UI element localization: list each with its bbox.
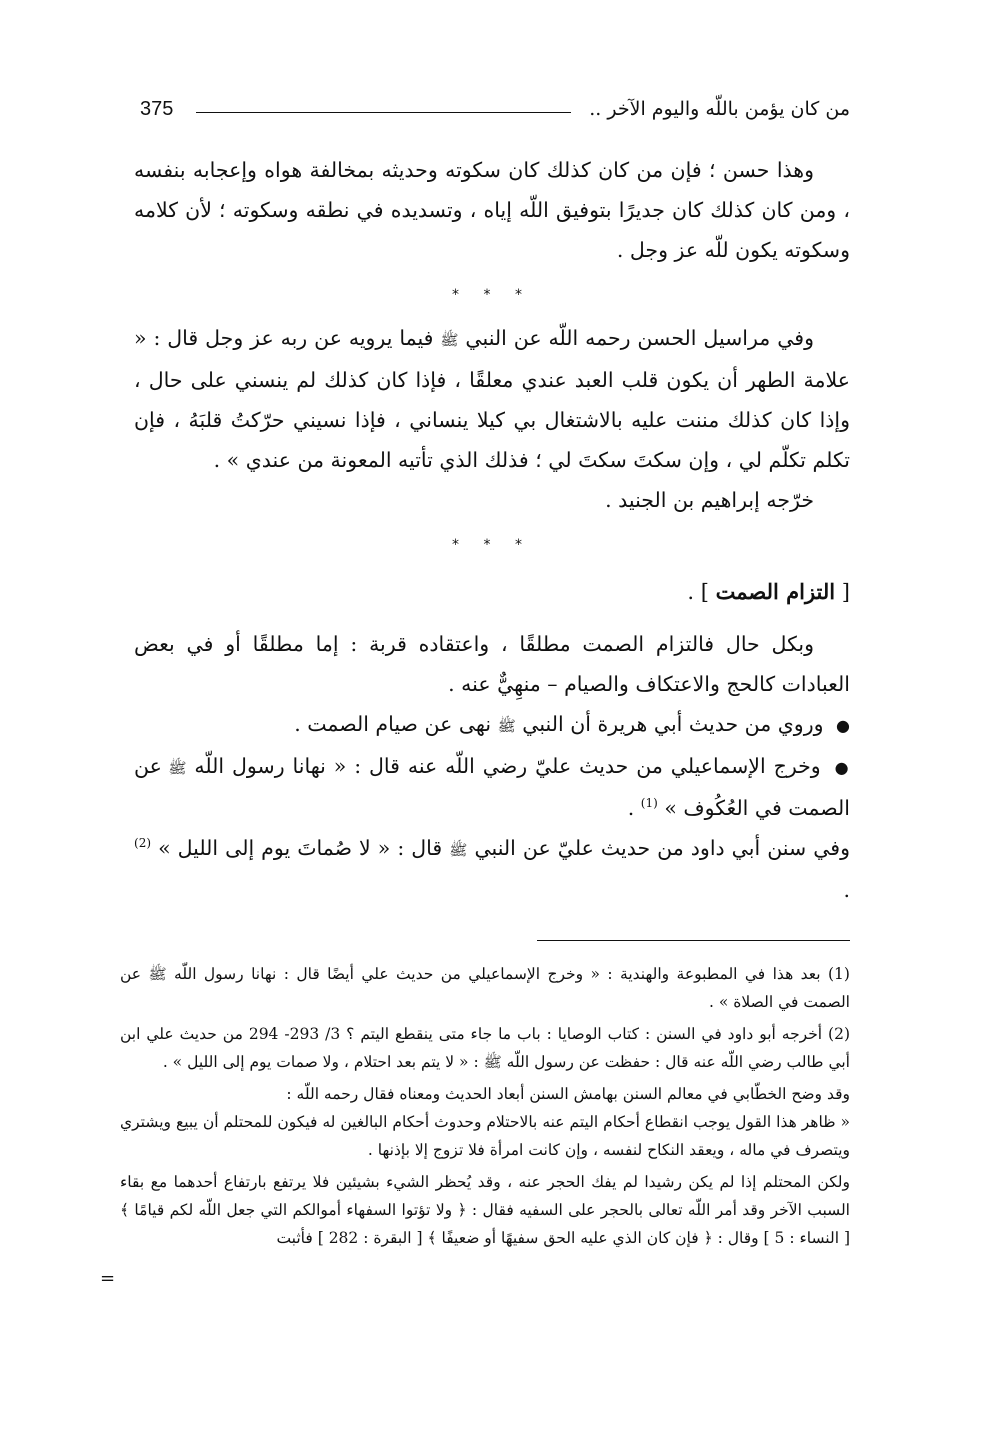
footnote-2-start: (2) أخرجه أبو داود في السنن : كتاب الوصايا : باب ما جاء متى ينقطع اليتم ؟ 3/ 293- 294 من حديث علي ابن أبي طالب رضي اللّه عنه قال : حفظت عن رسول اللّه <box>120 1025 851 1071</box>
paragraph-4: وبكل حال فالتزام الصمت مطلقًا ، واعتقاده قربة : إما مطلقًا أو في بعض العبادات كالحج والاعتكاف والصيام – منهِيٌّ عنه . <box>134 632 850 696</box>
footnote-2-rest: : « لا يتم بعد احتلام ، ولا صمات يوم إلى الليل » . <box>162 1053 479 1071</box>
section-separator: * * * <box>452 537 532 553</box>
footnote-2 <box>120 1020 850 1076</box>
footnote-ref-1[interactable]: (1) <box>640 796 658 811</box>
heading-title: التزام الصمت <box>715 579 836 604</box>
heading-bracket-open: [ <box>841 580 850 604</box>
bullet-icon: ● <box>834 758 850 777</box>
bullet-icon: ● <box>836 716 850 735</box>
footnote-1 <box>120 960 850 1016</box>
bullet-1-start: وروي من حديث أبي هريرة أن النبي <box>522 712 824 736</box>
bullet-2-end: . <box>627 796 641 820</box>
bullet-item-1 <box>134 704 850 746</box>
footnotes <box>120 960 850 1256</box>
main-text <box>134 150 850 910</box>
salutation-mark: ﷺ <box>497 717 516 735</box>
salutation-mark: ﷺ <box>148 965 167 983</box>
footnote-2-continuation-3: ولكن المحتلم إذا لم يكن رشيدا لم يفك الحجر عنه ، وقد يُحظر الشيء بشيئين فلا يرتفع بارتفاع أحدهما مع بقاء السبب الآخر وقد أمر اللّه تعالى بالحجر على السفيه فقال : ﴿ ولا تؤتوا السفهاء أموالكم التي جعل اللّه لكم قيامًا ﴾ [ النساء : 5 ] وقال : ﴿ فإن كان الذي عليه الحق سفيهًا أو ضعيفًا ﴾ [ البقرة : 282 ] فأثبت <box>120 1173 850 1247</box>
paragraph-2-rest: فيما يرويه عن ربه عز وجل قال : « علامة الطهر أن يكون قلب العبد عندي معلقًا ، فإذا كان كذلك لم ينسني على حال ، وإذا كان كذلك مننت عليه بالاشتغال بي كيلا ينساني ، فإذا نسيني حرّكتُ قلبَهُ ، فإن تكلم تكلّم لي ، وإن سكتَ سكتَ لي ؛ فذلك الذي تأتيه المعونة من عندي » . <box>134 326 850 472</box>
footnote-1-rest: عن الصمت في الصلاة » . <box>120 965 850 1011</box>
paragraph-5-start: وفي سنن أبي داود من حديث عليّ عن النبي <box>474 836 850 860</box>
bullet-2-start: وخرج الإسماعيلي من حديث عليّ رضي اللّه عنه قال : « نهانا رسول اللّه <box>194 754 821 778</box>
salutation-mark: ﷺ <box>440 331 459 349</box>
footnote-rule <box>537 940 850 941</box>
salutation-mark: ﷺ <box>168 759 187 777</box>
running-title: من كان يؤمن باللّه واليوم الآخر .. <box>589 98 850 120</box>
bullet-item-2 <box>134 746 850 828</box>
footnote-ref-2[interactable]: (2) <box>134 836 152 851</box>
header-rule <box>196 112 571 113</box>
paragraph-2 <box>134 318 850 480</box>
paragraph-5-end: . <box>843 878 850 902</box>
paragraph-3: خرّجه إبراهيم بن الجنيد . <box>605 488 814 512</box>
salutation-mark: ﷺ <box>449 841 468 859</box>
paragraph-1: وهذا حسن ؛ فإن من كان كذلك كان سكوته وحديثه بمخالفة هواه وإعجابه بنفسه ، ومن كان كذلك كان جديرًا بتوفيق اللّه إياه ، وتسديده في نطقه وسكوته ؛ لأن كلامه وسكوته يكون للّه عز وجل . <box>134 158 850 262</box>
paragraph-2-start: وفي مراسيل الحسن رحمه اللّه عن النبي <box>465 326 814 350</box>
salutation-mark: ﷺ <box>483 1053 502 1071</box>
bullet-1-rest: نهى عن صيام الصمت . <box>294 712 492 736</box>
paragraph-5 <box>134 828 850 910</box>
heading-bracket-close: ] . <box>687 580 709 604</box>
section-heading <box>134 572 850 612</box>
footnote-2-continuation-2: « ظاهر هذا القول يوجب انقطاع أحكام اليتم عنه بالاحتلام وحدوث أحكام البالغين له فيكون للمحتلم أن يبيع ويشتري ويتصرف في ماله ، ويعقد النكاح لنفسه ، وإن كانت امرأة فلا تزوج إلا بإذنها . <box>120 1113 850 1159</box>
paragraph-5-rest: قال : « لا صُماتَ يوم إلى الليل » <box>158 836 443 860</box>
continuation-mark: = <box>100 1268 116 1289</box>
running-header <box>140 98 850 128</box>
footnote-1-start: (1) بعد هذا في المطبوعة والهندية : « وخرج الإسماعيلي من حديث علي أيضًا قال : نهانا رسول اللّه <box>174 965 850 983</box>
page-number: 375 <box>140 98 174 120</box>
bullet-2-rest: عن الصمت في العُكُوف » <box>134 754 850 820</box>
footnote-2-continuation-1: وقد وضح الخطّابي في معالم السنن بهامش السنن أبعاد الحديث ومعناه فقال رحمه اللّه : <box>286 1085 850 1103</box>
section-separator: * * * <box>452 287 532 303</box>
